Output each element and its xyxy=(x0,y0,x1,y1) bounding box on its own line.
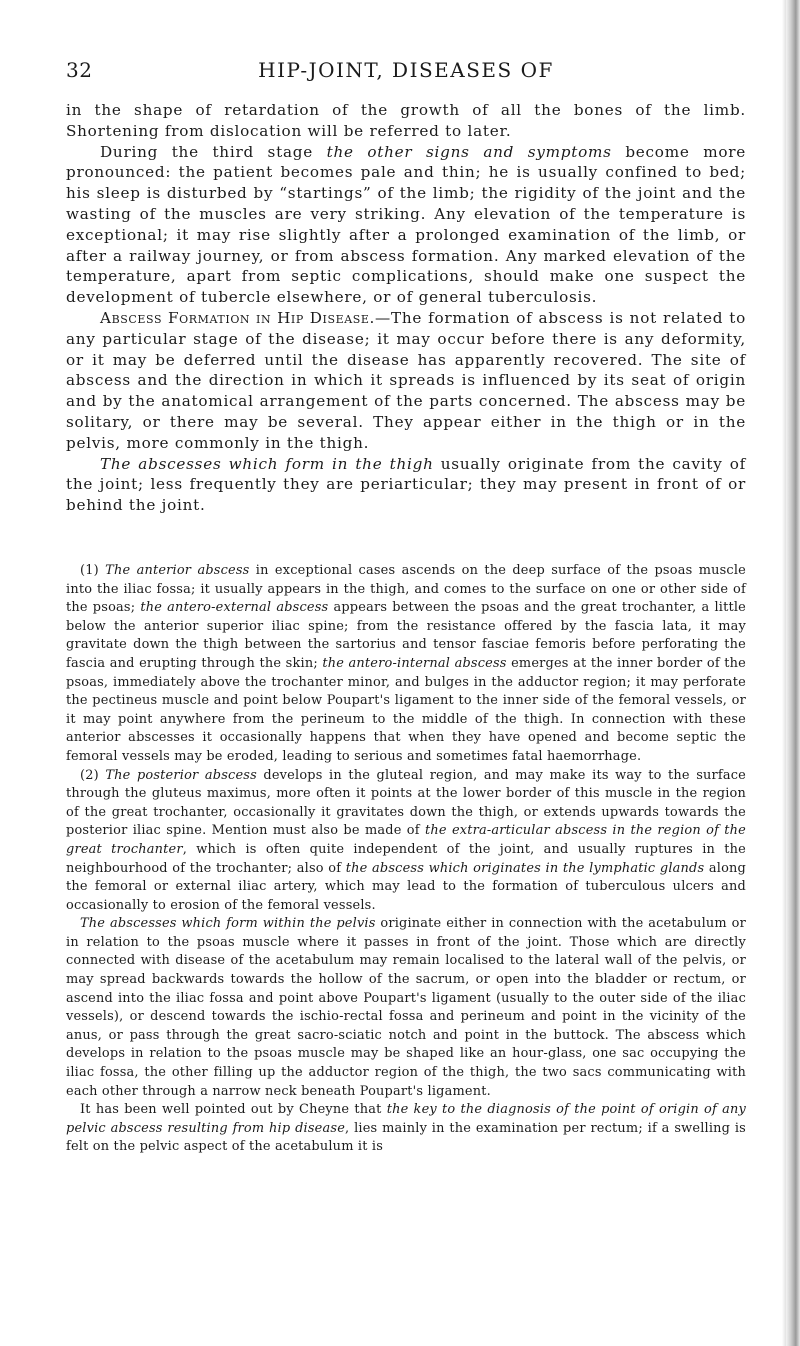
page-header xyxy=(66,58,746,86)
paragraph-abscess-formation: Abscess Formation in Hip Disease.—The formation of abscess is not related to any particular stage of the disease; it may occur before there is any deformity, or it may be deferred until the disease has apparently recovered. The site of abscess and the direction in which it spreads is influenced by its seat of origin and by the anatomical arrangement of the parts concerned. The abscess may be solitary, or there may be several. They appear either in the thigh or in the pelvis, more commonly in the thigh. xyxy=(66,308,746,452)
emphasis: the other signs and symptoms xyxy=(326,142,612,161)
book-edge xyxy=(786,0,800,1346)
section-heading: Abscess Formation in Hip Disease. xyxy=(100,308,375,327)
main-text xyxy=(66,100,746,516)
paragraph-pelvic-abscess: The abscesses which form within the pelvis originate either in connection with the acetabulum or in relation to the psoas muscle where it passes in front of the joint. Those which are directly connected with disease of the acetabulum may remain localised to the lateral wall of the pelvis, or may spread backwards towards the hollow of the sacrum, or open into the bladder or rectum, or ascend into the iliac fossa and point above Poupart's ligament (usually to the outer side of the iliac vessels), or descend towards the ischio-rectal fossa and perineum and point in the vicinity of the anus, or pass through the great sacro-sciatic notch and point in the buttock. The abscess which develops in relation to the psoas muscle may be shaped like an hour-glass, one sac occupying the iliac fossa, the other filling up the adductor region of the thigh, the two sacs communicating with each other through a narrow neck beneath Poupart's ligament. xyxy=(66,916,746,1099)
small-print-text xyxy=(66,562,746,1157)
paragraph-continuation: in the shape of retardation of the growth of all the bones of the limb. Shortening from dislocation will be referred to later. xyxy=(66,101,746,140)
paragraph-posterior-abscess: (2) The posterior abscess develops in the gluteal region, and may make its way to the surface through the gluteus maximus, more often it points at the lower border of this muscle in the region of the great trochanter, occasionally it gravitates down the thigh, or extends upwards towards the posterior iliac spine. Mention must also be made of the extra-articular abscess in the region of the great trochanter, which is often quite independent of the joint, and usually ruptures in the neighbourhood of the trochanter; also of the abscess which originates in the lymphatic glands along the femoral or external iliac artery, which may lead to the formation of tuberculous ulcers and occasionally to erosion of the femoral vessels. xyxy=(66,767,747,913)
paragraph-third-stage: During the third stage the other signs and symptoms become more pronounced: the patient becomes pale and thin; he is usually confined to bed; his sleep is disturbed by “startings” of the limb; the rigidity of the joint and the wasting of the muscles are very striking. Any elevation of the temperature is exceptional; it may rise slightly after a prolonged examination of the limb, or after a railway journey, or from abscess formation. Any marked elevation of the temperature, apart from septic complications, should make one suspect the development of tubercle elsewhere, or of general tuberculosis. xyxy=(66,142,746,307)
emphasis: The abscesses which form in the thigh xyxy=(100,454,434,473)
paragraph-anterior-abscess: (1) The anterior abscess in exceptional cases ascends on the deep surface of the psoas muscle into the iliac fossa; it usually appears in the thigh, and comes to the surface on one or other side of the psoas; the antero-external abscess appears between the psoas and the great trochanter, a little below the anterior superior iliac spine; from the resistance offered by the fascia lata, it may gravitate down the thigh between the sartorius and tensor fasciae femoris before perforating the fascia and erupting through the skin; the antero-internal abscess emerges at the inner border of the psoas, immediately above the trochanter minor, and bulges in the adductor region; it may perforate the pectineus muscle and point below Poupart's ligament to the inner side of the femoral vessels, or it may point anywhere from the perineum to the middle of the thigh. In connection with these anterior abscesses it occasionally happens that when they have opened and become septic the femoral vessels may be eroded, leading to serious and sometimes fatal haemorrhage. xyxy=(66,563,747,764)
paragraph-thigh-abscesses: The abscesses which form in the thigh usually originate from the cavity of the joint; less frequently they are periarticular; they may present in front of or behind the joint. xyxy=(66,454,746,515)
running-head: HIP-JOINT, DISEASES OF xyxy=(258,58,554,82)
paragraph-cheyne: It has been well pointed out by Cheyne that the key to the diagnosis of the point of origin of any pelvic abscess resulting from hip disease, lies mainly in the examination per rectum; if a swelling is felt on the pelvic aspect of the acetabulum it is xyxy=(66,1102,746,1155)
page-number: 32 xyxy=(66,58,93,82)
